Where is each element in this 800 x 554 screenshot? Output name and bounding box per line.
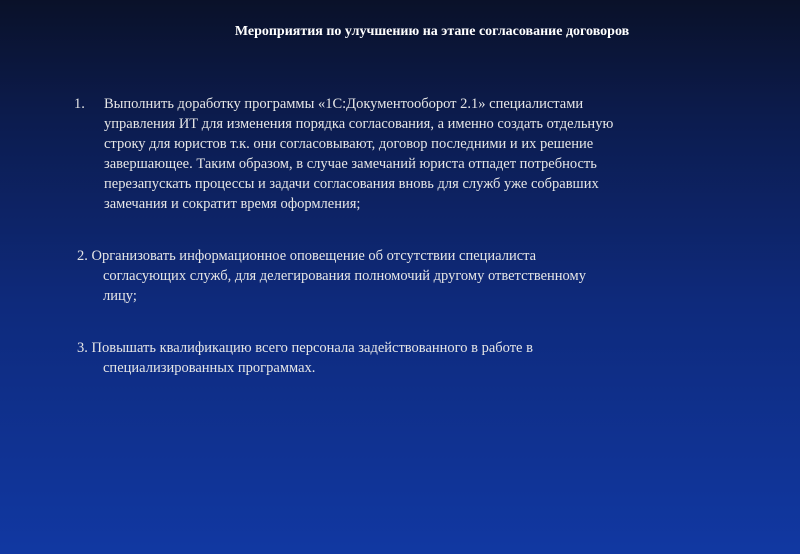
list-item-text — [104, 94, 613, 214]
list-item-3 — [77, 338, 533, 378]
list-item-2 — [77, 246, 586, 306]
text-line: специализированных программах. — [103, 360, 316, 376]
list-item-number: 1. — [74, 96, 85, 112]
text-line: завершающее. Таким образом, в случае замечаний юриста отпадет потребность — [104, 156, 597, 172]
text-line: 2. Организовать информационное оповещение об отсутствии специалиста — [77, 248, 537, 264]
text-line: перезапускать процессы и задачи согласования вновь для служб уже собравших — [104, 176, 599, 192]
text-line: согласующих служб, для делегирования полномочий другому ответственному — [103, 268, 586, 284]
text-line: лицу; — [103, 288, 137, 304]
text-line: замечания и сократит время оформления; — [104, 196, 361, 212]
text-line: строку для юристов т.к. они согласовывают, договор последними и их решение — [104, 136, 594, 152]
list-item-text — [77, 338, 533, 378]
text-line: 3. Повышать квалификацию всего персонала задействованного в работе в — [77, 340, 533, 356]
text-line: управления ИТ для изменения порядка согласования, а именно создать отдельную — [104, 116, 614, 132]
list-item-text — [77, 246, 586, 306]
text-line: Выполнить доработку программы «1С:Документооборот 2.1» специалистами — [104, 96, 584, 112]
slide-title: Мероприятия по улучшению на этапе согласование договоров — [234, 24, 630, 39]
